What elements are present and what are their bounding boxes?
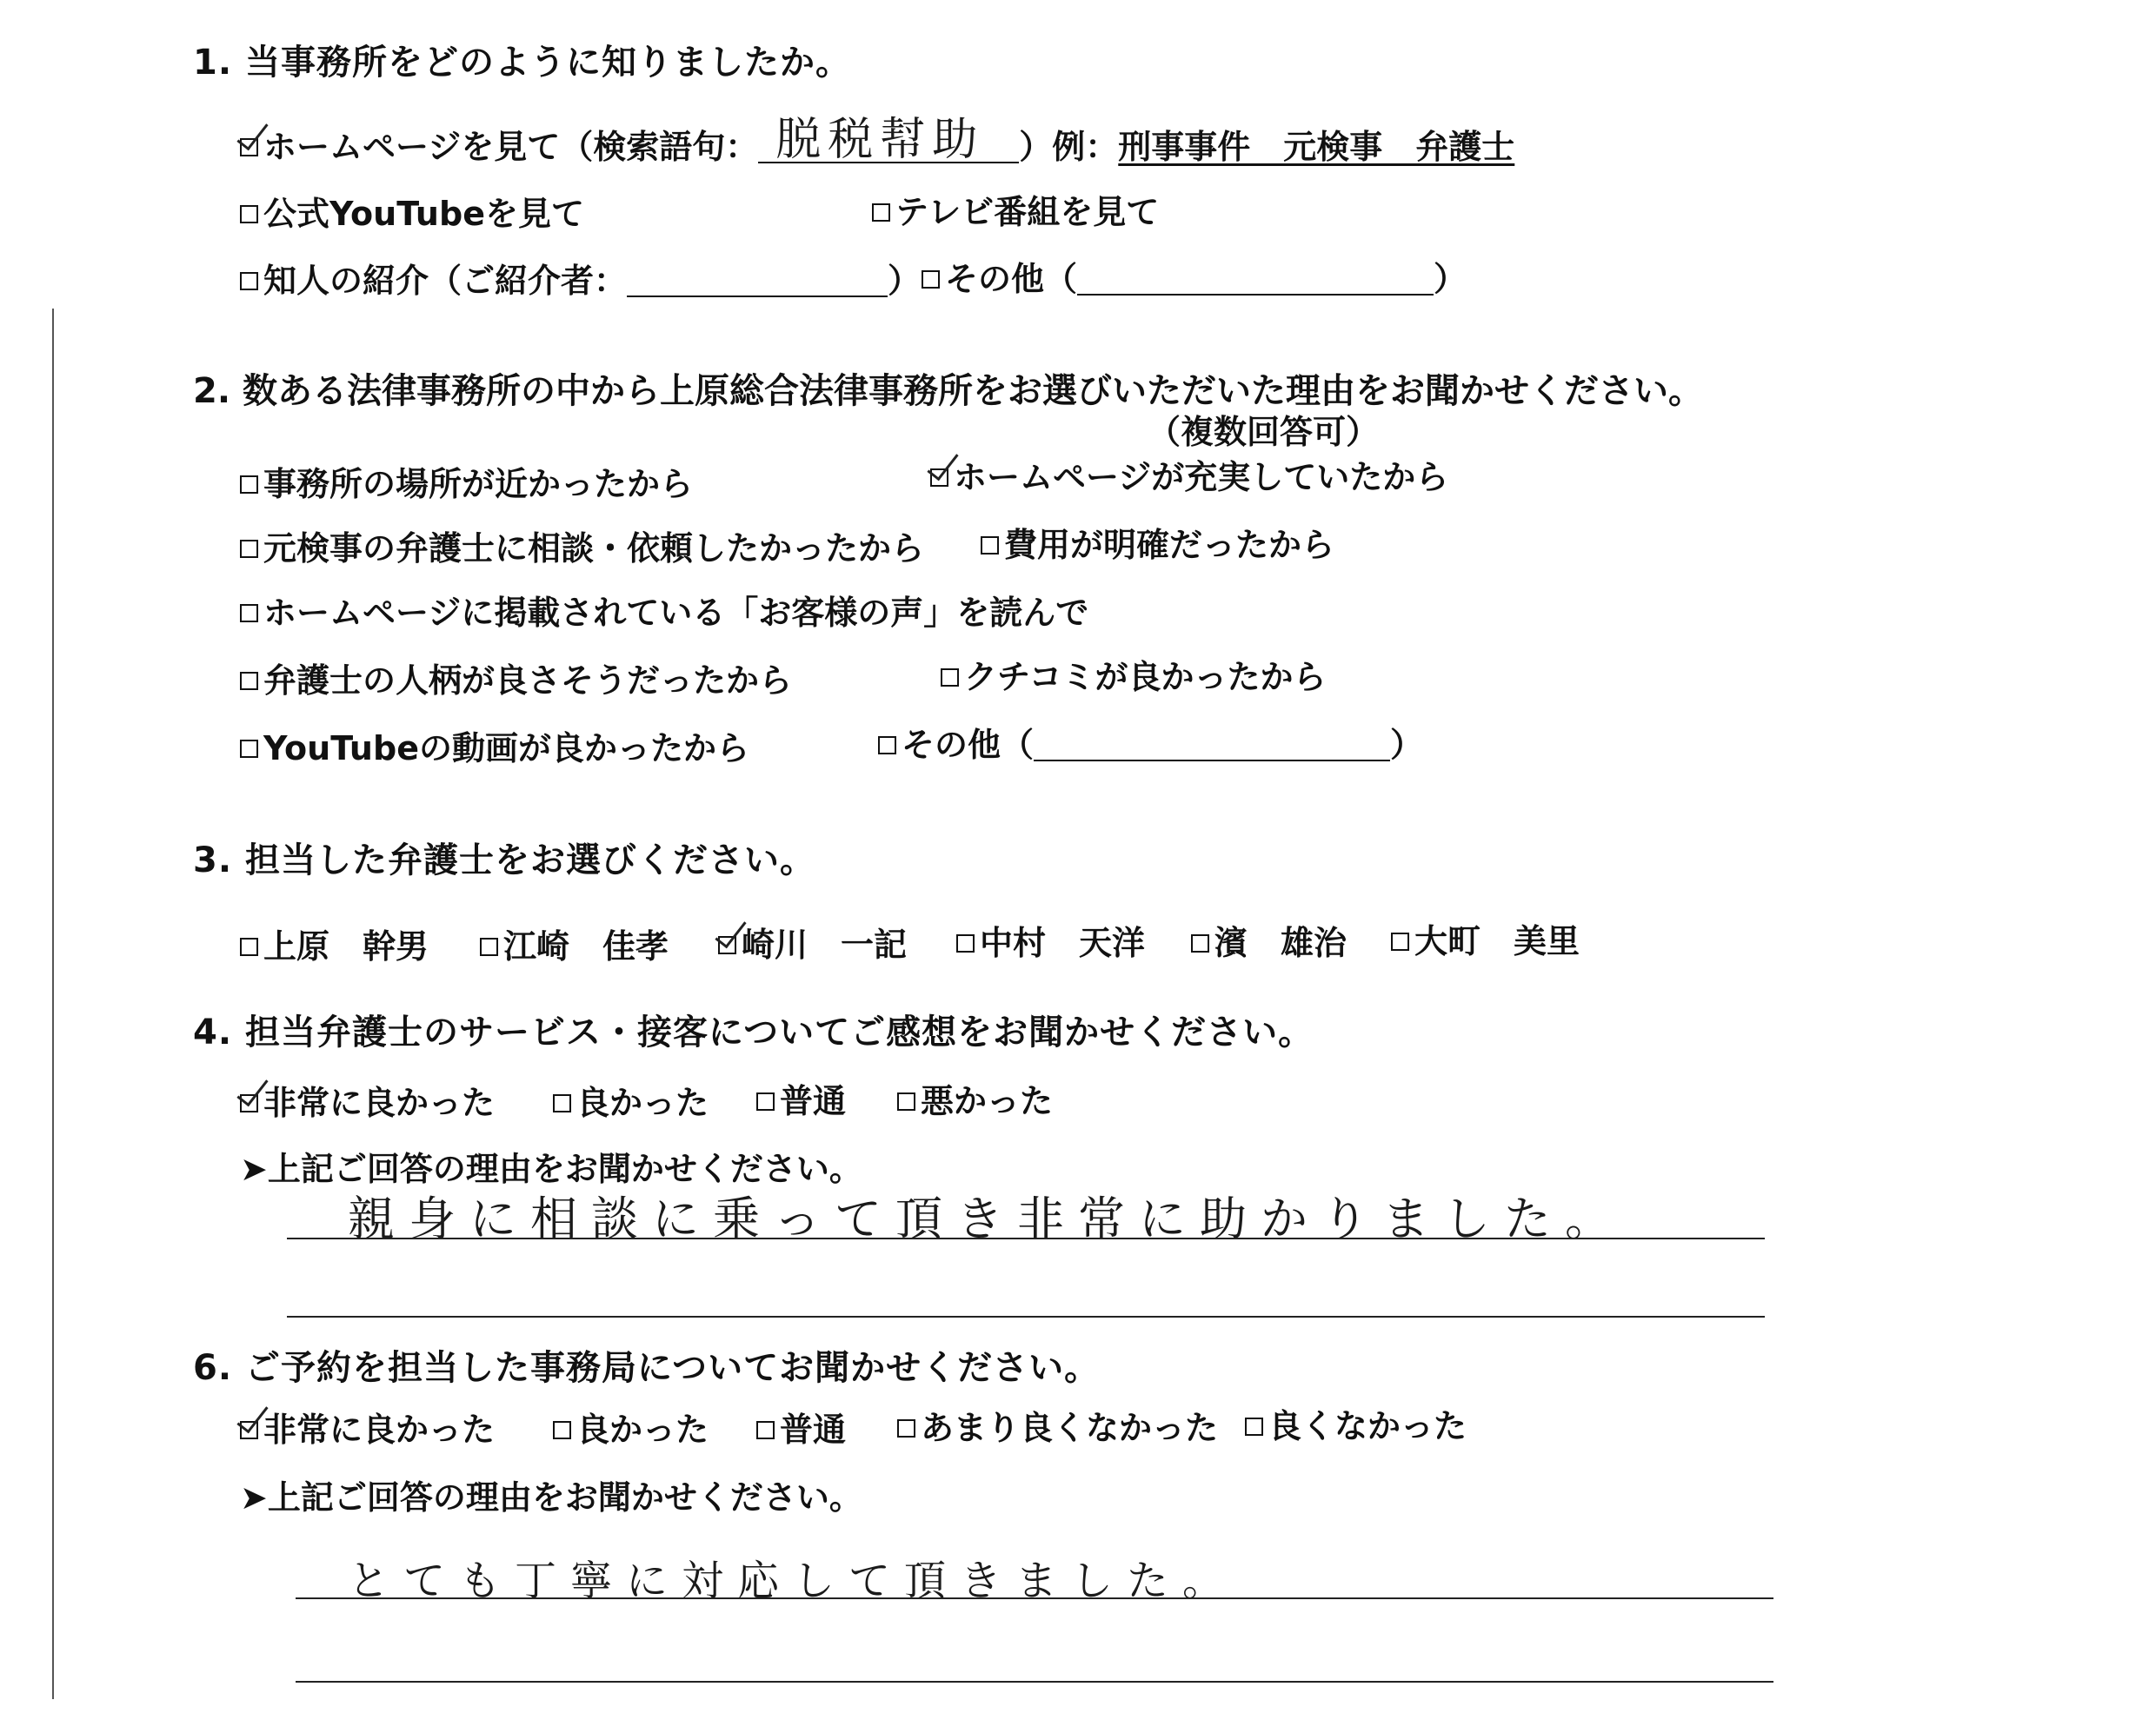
checkbox-icon[interactable] — [240, 475, 258, 494]
q6-title: 6. ご予約を担当した事務局についてお聞かせください。 — [193, 1348, 1101, 1388]
q2-location-option[interactable]: 事務所の場所が近かったから — [240, 457, 693, 505]
checkbox-icon[interactable] — [878, 736, 896, 754]
checkbox-checked-icon[interactable] — [930, 468, 948, 487]
left-margin-line — [52, 309, 54, 1699]
q4-rating-option[interactable]: 非常に良かった — [240, 1076, 495, 1124]
q4-answer-line-1 — [287, 1238, 1765, 1239]
q6-rating-option[interactable]: 普通 — [756, 1403, 846, 1451]
checkbox-icon[interactable] — [872, 203, 890, 222]
q3-lawyer-option[interactable]: 江崎 佳孝 — [480, 920, 669, 967]
q6-answer-line-1 — [296, 1597, 1773, 1599]
q6-rating-option[interactable]: あまり良くなかった — [897, 1401, 1218, 1449]
q3-lawyer-option[interactable]: 崎川 一記 — [718, 918, 907, 966]
q3-lawyer-option[interactable]: 濱 雄治 — [1191, 916, 1347, 964]
checkbox-checked-icon[interactable] — [240, 1421, 258, 1439]
q1-other-blank[interactable] — [1077, 264, 1434, 296]
q6-rating-option[interactable]: 非常に良かった — [240, 1403, 495, 1451]
q1-example-terms: 刑事事件 元検事 弁護士 — [1118, 128, 1515, 166]
q1-referral-option[interactable]: 知人の紹介（ご紹介者： ） — [240, 254, 921, 302]
arrow-right-icon: ➤ — [240, 1150, 268, 1188]
checkbox-icon[interactable] — [897, 1419, 915, 1438]
q6-reason-prompt: ➤上記ご回答の理由をお聞かせください。 — [240, 1478, 862, 1517]
checkbox-icon[interactable] — [897, 1092, 915, 1111]
checkbox-icon[interactable] — [922, 270, 940, 289]
checkbox-icon[interactable] — [1191, 934, 1209, 953]
checkbox-icon[interactable] — [240, 205, 258, 223]
q1-youtube-option[interactable]: 公式YouTubeを見て — [240, 187, 584, 235]
q1-search-term-handwriting: 脱税幇助 — [775, 114, 985, 166]
q4-answer-handwriting[interactable]: 親身に相談に乗って頂き非常に助かりました。 — [348, 1192, 1626, 1246]
q6-answer-line-2 — [296, 1681, 1773, 1683]
q6-rating-option[interactable]: 良くなかった — [1245, 1399, 1467, 1447]
q2-reviews-option[interactable]: クチコミが良かったから — [941, 650, 1326, 698]
arrow-right-icon: ➤ — [240, 1478, 268, 1517]
checkbox-checked-icon[interactable] — [240, 138, 258, 156]
q3-lawyer-option[interactable]: 中村 天洋 — [956, 916, 1145, 964]
q2-other-blank[interactable] — [1034, 730, 1390, 761]
checkbox-icon[interactable] — [240, 938, 258, 956]
q4-rating-option[interactable]: 良かった — [553, 1076, 709, 1124]
checkbox-icon[interactable] — [240, 604, 258, 622]
checkbox-icon[interactable] — [1245, 1418, 1263, 1436]
checkbox-icon[interactable] — [240, 540, 258, 558]
checkbox-icon[interactable] — [553, 1421, 571, 1439]
checkbox-checked-icon[interactable] — [240, 1094, 258, 1112]
q2-homepage-option[interactable]: ホームページが充実していたから — [930, 450, 1448, 498]
q2-other-option[interactable]: その他（ ） — [878, 718, 1423, 766]
q4-rating-option[interactable]: 普通 — [756, 1074, 846, 1122]
q1-other-option[interactable]: その他（ ） — [922, 252, 1467, 300]
q1-tv-option[interactable]: テレビ番組を見て — [872, 185, 1159, 233]
checkbox-checked-icon[interactable] — [718, 936, 736, 954]
q2-note: （複数回答可） — [1148, 413, 1380, 451]
q3-lawyer-option[interactable]: 上原 幹男 — [240, 920, 429, 967]
q1-title: 1. 当事務所をどのように知りましたか。 — [193, 43, 851, 83]
q2-personality-option[interactable]: 弁護士の人柄が良さそうだったから — [240, 654, 792, 701]
checkbox-icon[interactable] — [240, 672, 258, 690]
checkbox-icon[interactable] — [981, 536, 999, 555]
checkbox-icon[interactable] — [240, 272, 258, 290]
q1-homepage-option[interactable]: ホームページを見て（検索語句： 脱税幇助 ）例：刑事事件 元検事 弁護士 — [240, 120, 1514, 168]
q2-fee-option[interactable]: 費用が明確だったから — [981, 518, 1334, 566]
q4-title: 4. 担当弁護士のサービス・接客についてご感想をお聞かせください。 — [193, 1013, 1314, 1053]
q3-lawyer-option[interactable]: 大町 美里 — [1391, 914, 1580, 962]
q2-voice-option[interactable]: ホームページに掲載されている「お客様の声」を読んで — [240, 586, 1088, 634]
checkbox-icon[interactable] — [1391, 933, 1409, 951]
checkbox-icon[interactable] — [756, 1421, 775, 1439]
checkbox-icon[interactable] — [941, 668, 959, 687]
q6-answer-handwriting[interactable]: とても丁寧に対応して頂きました。 — [348, 1557, 1239, 1605]
q6-rating-option[interactable]: 良かった — [553, 1403, 709, 1451]
referral-blank[interactable] — [627, 266, 888, 297]
checkbox-icon[interactable] — [956, 934, 975, 953]
checkbox-icon[interactable] — [756, 1092, 775, 1111]
q4-rating-option[interactable]: 悪かった — [897, 1074, 1053, 1122]
q2-title: 2. 数ある法律事務所の中から上原総合法律事務所をお選びいただいた理由をお聞かせください。 — [193, 371, 1703, 411]
checkbox-icon[interactable] — [240, 740, 258, 758]
q2-former-prosecutor-option[interactable]: 元検事の弁護士に相談・依頼したかったから — [240, 521, 924, 569]
q3-title: 3. 担当した弁護士をお選びください。 — [193, 840, 815, 880]
q4-reason-prompt: ➤上記ご回答の理由をお聞かせください。 — [240, 1150, 862, 1188]
q2-youtube-option[interactable]: YouTubeの動画が良かったから — [240, 721, 749, 769]
checkbox-icon[interactable] — [553, 1094, 571, 1112]
checkbox-icon[interactable] — [480, 938, 498, 956]
q4-answer-line-2 — [287, 1316, 1765, 1318]
